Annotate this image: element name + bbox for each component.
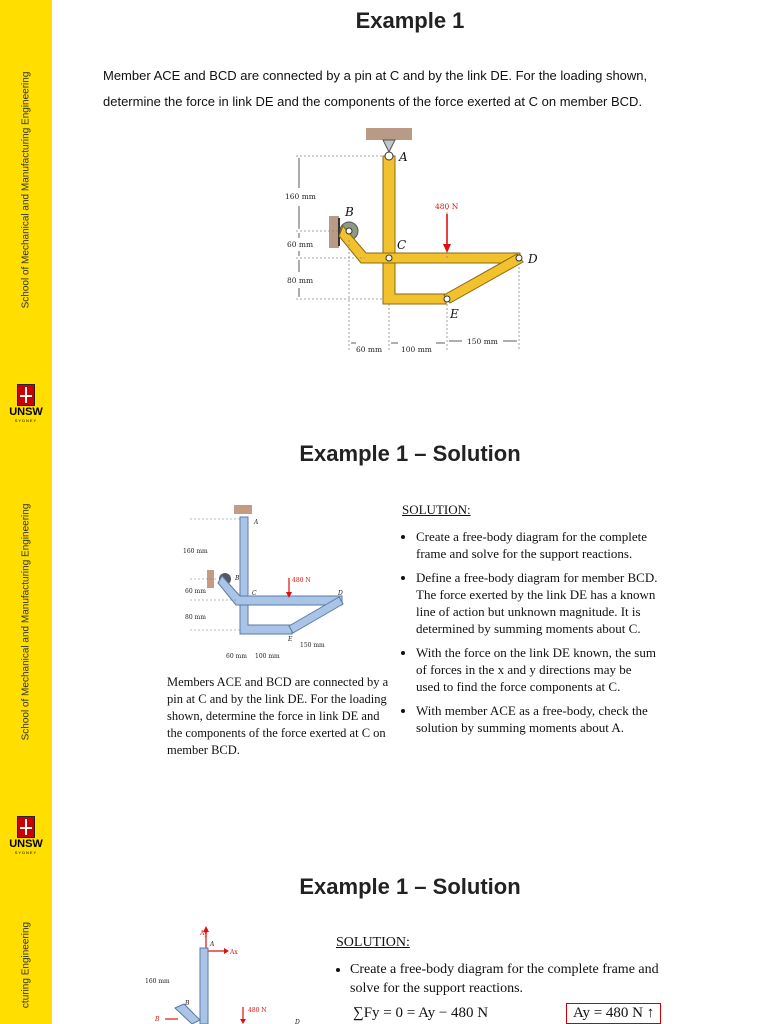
svg-text:D: D <box>295 1019 300 1024</box>
slide-example-1-solution-continued <box>0 865 768 1024</box>
frame-figure-small <box>175 502 375 662</box>
dim-80: 80 mm <box>287 276 314 285</box>
school-name: School of Mechanical and Manufacturing Engineering <box>20 503 32 741</box>
label-ay: Ay <box>200 930 208 937</box>
crest-icon <box>17 384 35 406</box>
svg-text:60 mm: 60 mm <box>226 653 247 660</box>
load-label: 480 N <box>435 202 459 211</box>
solution-bullet: • Define a free-body diagram for member BCD. The force exerted by the link DE has a known line of action but unknown magnitude. It is determined by summing moments about C. <box>416 569 658 637</box>
result-box-ay: Ay = 480 N ↑ <box>566 1003 661 1024</box>
label-b: B <box>345 205 354 219</box>
slide-example-1 <box>0 0 768 432</box>
pin-d <box>516 255 522 261</box>
svg-text:160 mm: 160 mm <box>145 978 170 985</box>
dim-60-horizontal: 60 mm <box>356 345 383 354</box>
slide-title: Example 1 – Solution <box>299 441 521 466</box>
svg-text:E: E <box>288 636 293 643</box>
label-ax: Ax <box>230 949 238 956</box>
slide-example-1-solution <box>0 432 768 865</box>
crest-icon <box>17 816 35 838</box>
solution-heading: SOLUTION: <box>336 935 410 950</box>
svg-text:A: A <box>210 941 215 948</box>
pin-c <box>386 255 392 261</box>
svg-text:80 mm: 80 mm <box>185 614 206 621</box>
school-name-partial: cturing Engineering <box>20 921 32 1009</box>
solution-bullet: • With the force on the link DE known, the sum of forces in the x and y directions may be used to find the force components at C. <box>416 644 658 695</box>
svg-text:150 mm: 150 mm <box>300 642 325 649</box>
slide-title: Example 1 <box>355 8 465 33</box>
solution-bullet: • Create a free-body diagram for the complete frame and solve for the support reactions. <box>416 528 658 562</box>
svg-text:100 mm: 100 mm <box>255 653 280 660</box>
fbd-figure <box>140 923 340 1024</box>
school-name: School of Mechanical and Manufacturing Engineering <box>20 71 32 309</box>
ceiling-support <box>366 128 412 140</box>
unsw-logo: UNSW SYDNEY <box>7 384 45 423</box>
label-a: A <box>399 150 408 164</box>
svg-text:60 mm: 60 mm <box>185 588 206 595</box>
sidebar <box>0 432 52 865</box>
problem-statement: Member ACE and BCD are connected by a pin at C and by the link DE. For the loading shown, determine the force in link DE and the components of the force exerted at C on member BCD. <box>103 68 648 109</box>
member-ace <box>240 517 292 634</box>
svg-text:D: D <box>338 590 343 597</box>
member-ace <box>383 156 446 304</box>
svg-text:A: A <box>254 519 259 526</box>
svg-text:160 mm: 160 mm <box>183 548 208 555</box>
problem-caption: Members ACE and BCD are connected by a pin at C and by the link DE. For the loading shown, determine the force in link DE and the components of the force exerted at C on member BCD. <box>167 675 389 757</box>
frame-figure <box>270 126 550 360</box>
pin-a <box>385 152 393 160</box>
dim-160: 160 mm <box>285 192 316 201</box>
solution-bullet: • Create a free-body diagram for the complete frame and solve for the support reactions. <box>350 960 676 998</box>
svg-text:480 N: 480 N <box>292 577 311 584</box>
label-d: D <box>528 252 538 266</box>
solution-steps <box>336 933 676 1005</box>
equation-sum-fy: ∑Fy = 0 = Ay − 480 N <box>353 1005 489 1021</box>
member-bcd <box>339 226 520 263</box>
svg-text:480 N: 480 N <box>248 1007 267 1014</box>
dim-150: 150 mm <box>467 337 498 346</box>
slide-title: Example 1 – Solution <box>299 874 521 899</box>
svg-text:B: B <box>185 1000 190 1007</box>
label-c: C <box>397 238 407 252</box>
unsw-logo: UNSW SYDNEY <box>7 816 45 855</box>
solution-heading: SOLUTION: <box>402 502 471 517</box>
svg-text:B: B <box>155 1016 160 1023</box>
pin-bracket-a <box>383 140 395 152</box>
solution-bullet: • With member ACE as a free-body, check the solution by summing moments about A. <box>416 702 658 736</box>
solution-steps <box>402 501 658 743</box>
label-e: E <box>450 307 459 321</box>
member-ace <box>200 948 208 1024</box>
wall-support <box>329 216 339 248</box>
pin-e <box>444 296 450 302</box>
svg-text:B: B <box>235 575 240 582</box>
sidebar <box>0 865 52 1024</box>
dim-100: 100 mm <box>401 345 432 354</box>
dim-60-vertical: 60 mm <box>287 240 314 249</box>
sidebar <box>0 0 52 432</box>
svg-text:C: C <box>252 590 257 597</box>
